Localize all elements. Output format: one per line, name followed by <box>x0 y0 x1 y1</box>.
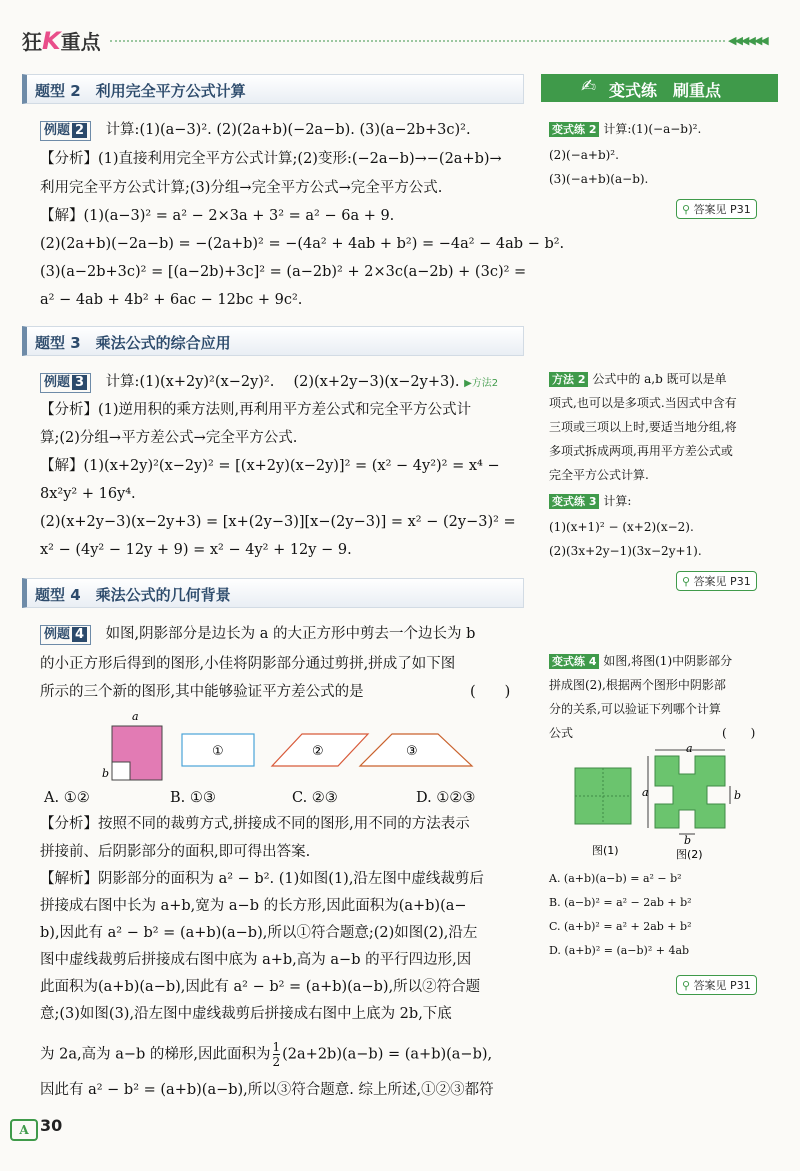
pin-icon: ⚲ <box>682 203 691 216</box>
example-2-solution-4: a² − 4ab + 4b² + 6ac − 12bc + 9c². <box>40 292 303 308</box>
variant-3-line-1: (1)(x+1)² − (x+2)(x−2). <box>549 520 694 534</box>
shape-3-label: ③ <box>406 744 418 759</box>
figure-1 <box>575 768 631 824</box>
example-badge: 例题 2 <box>40 121 91 141</box>
example-2-analysis-1: 【分析】(1)直接利用完全平方公式计算;(2)变形:(−2a−b)→−(2a+b)→ <box>40 151 502 167</box>
method-badge: 方法 2 <box>549 372 588 387</box>
label-b-right: b <box>734 789 742 802</box>
example-2-solution-2: (2)(2a+b)(−2a−b) = −(2a+b)² = −(4a² + 4ab + b²) = −4a² − 4ab − b². <box>40 236 565 252</box>
variant-4-option-c[interactable]: C. (a+b)² = a² + 2ab + b² <box>549 920 692 933</box>
cut-square <box>112 762 130 780</box>
page-badge-icon: A <box>10 1119 38 1141</box>
answer-link-1[interactable]: ⚲ 答案见 P31 <box>676 198 757 219</box>
example-2-solution-1: 【解】(1)(a−3)² = a² − 2×3a + 3² = a² − 6a + 9. <box>40 208 395 224</box>
option-d[interactable]: D. ①②③ <box>416 790 476 806</box>
example-4-analysis-2: 拼接前、后阴影部分的面积,即可得出答案. <box>40 844 311 860</box>
method-2-line-1: 方法 2 公式中的 a,b 既可以是单 <box>549 368 727 390</box>
label-b: b <box>102 767 110 780</box>
variant-4-line-3: 分的关系,可以验证下列哪个计算 <box>549 702 721 716</box>
method-2-line-2: 项式,也可以是多项式.当因式中含有 <box>549 396 737 410</box>
example-4-question-3: 所示的三个新的图形,其中能够验证平方差公式的是 <box>40 684 364 700</box>
example-4-explain-7: 为 2a,高为 a−b 的梯形,因此面积为 $\frac{1}{2}$ (2a+2b)(a−b) = (a+b)(a−b), <box>40 1040 493 1069</box>
example-4-explain-3: b),因此有 a² − b² = (a+b)(a−b),所以①符合题意;(2)如图(2),沿左 <box>40 925 478 941</box>
example-3-solution-4: x² − (4y² − 12y + 9) = x² − 4y² + 12y − 9. <box>40 542 352 558</box>
example-4-explain-2: 拼接成右图中长为 a+b,宽为 a−b 的长方形,因此面积为(a+b)(a− <box>40 898 467 914</box>
example-4-question-2: 的小正方形后得到的图形,小佳将阴影部分通过剪拼,拼成了如下图 <box>40 656 456 672</box>
variant-4-option-d[interactable]: D. (a+b)² = (a−b)² + 4ab <box>549 944 690 957</box>
variant-2-question: 变式练 2 计算:(1)(−a−b)². <box>549 118 701 140</box>
fraction-one-half: $\frac{1}{2}$ <box>272 1040 281 1069</box>
label-a-top: a <box>686 744 693 755</box>
answer-link-2[interactable]: ⚲ 答案见 P31 <box>676 570 757 591</box>
brand-logo: 狂K重点 <box>22 27 101 55</box>
pin-icon: ⚲ <box>682 979 691 992</box>
pin-icon: ⚲ <box>682 575 691 588</box>
example-3-analysis-1: 【分析】(1)逆用积的乘方法则,再利用平方差公式和完全平方公式计 <box>40 402 472 418</box>
variant-badge: 变式练 3 <box>549 494 599 509</box>
variant-4-option-b[interactable]: B. (a−b)² = a² − 2ab + b² <box>549 896 692 909</box>
answer-parentheses: ( ) <box>470 684 511 700</box>
example-4-question-1: 例题 4 如图,阴影部分是边长为 a 的大正方形中剪去一个边长为 b <box>40 622 475 646</box>
method-2-line-5: 完全平方公式计算. <box>549 468 649 482</box>
page-number: 30 <box>40 1116 63 1135</box>
example-3-solution-1: 【解】(1)(x+2y)²(x−2y)² = [(x+2y)(x−2y)]² = (x² − 4y²)² = x⁴ − <box>40 458 500 474</box>
caption-figure-1: 图(1) <box>592 844 619 857</box>
example-2-solution-3: (3)(a−2b+3c)² = [(a−2b)+3c]² = (a−2b)² + 2×3c(a−2b) + (3c)² = <box>40 264 527 280</box>
shape-2-label: ② <box>312 744 324 759</box>
variant-4-option-a[interactable]: A. (a+b)(a−b) = a² − b² <box>549 872 682 885</box>
example-4-explain-8: 因此有 a² − b² = (a+b)(a−b),所以③符合题意. 综上所述,①②③都符 <box>40 1082 494 1098</box>
label-a-left: a <box>642 786 649 799</box>
figure-2 <box>642 744 741 847</box>
label-b-bottom: b <box>684 834 692 847</box>
variant-badge: 变式练 2 <box>549 122 599 137</box>
caption-figure-2: 图(2) <box>676 848 703 861</box>
section-title-3: 题型 3 乘法公式的综合应用 <box>22 326 524 356</box>
example-2-question: 例题 2 计算:(1)(a−3)². (2)(2a+b)(−2a−b). (3)(a−2b+3c)². <box>40 118 471 142</box>
example-3-analysis-2: 算;(2)分组→平方差公式→完全平方公式. <box>40 430 298 446</box>
practice-header: ✍ 变式练 刷重点 <box>541 74 778 102</box>
variant-4-line-1: 变式练 4 如图,将图(1)中阴影部分 <box>549 650 732 672</box>
example-3-solution-3: (2)(x+2y−3)(x−2y+3) = [x+(2y−3)][x−(2y−3)] = x² − (2y−3)² = <box>40 514 516 530</box>
example-3-question: 例题 3 计算:(1)(x+2y)²(x−2y)². (2)(x+2y−3)(x−2y+3). ▶方法2 <box>40 370 498 396</box>
answer-parentheses: ( ) <box>722 726 756 740</box>
method-link[interactable]: ▶方法2 <box>464 378 499 389</box>
variant-4-line-4: 公式 <box>549 726 574 740</box>
variant-3-question: 变式练 3 计算: <box>549 490 631 512</box>
example-4-explain-6: 意;(3)如图(3),沿左图中虚线裁剪后拼接成右图中上底为 2b,下底 <box>40 1006 452 1022</box>
section-title-4: 题型 4 乘法公式的几何背景 <box>22 578 524 608</box>
example-4-figure <box>100 708 520 784</box>
example-4-analysis-1: 【分析】按照不同的裁剪方式,拼接成不同的图形,用不同的方法表示 <box>40 816 470 832</box>
variant-4-line-2: 拼成图(2),根据两个图形中阴影部 <box>549 678 726 692</box>
option-b[interactable]: B. ①③ <box>170 790 216 806</box>
example-4-explain-5: 此面积为(a+b)(a−b),因此有 a² − b² = (a+b)(a−b),所以②符合题 <box>40 979 481 995</box>
answer-link-3[interactable]: ⚲ 答案见 P31 <box>676 974 757 995</box>
header-arrows-icon: ◀◀◀◀◀◀ <box>728 34 767 47</box>
header-divider <box>110 40 725 42</box>
student-reading-icon: ✍ <box>581 76 597 97</box>
variant-2-line-2: (2)(−a+b)². <box>549 148 619 162</box>
example-badge: 例题 3 <box>40 373 91 393</box>
example-2-analysis-2: 利用完全平方公式计算;(3)分组→完全平方公式→完全平方公式. <box>40 180 443 196</box>
example-badge: 例题 4 <box>40 625 91 645</box>
option-c[interactable]: C. ②③ <box>292 790 338 806</box>
label-a: a <box>132 710 139 723</box>
method-2-line-4: 多项式拆成两项,再用平方差公式或 <box>549 444 733 458</box>
example-3-solution-2: 8x²y² + 16y⁴. <box>40 486 136 502</box>
example-4-explain-1: 【解析】阴影部分的面积为 a² − b². (1)如图(1),沿左图中虚线裁剪后 <box>40 871 484 887</box>
variant-3-line-2: (2)(3x+2y−1)(3x−2y+1). <box>549 544 702 558</box>
variant-2-line-3: (3)(−a+b)(a−b). <box>549 172 649 186</box>
variant-4-figure <box>560 744 780 864</box>
example-4-explain-4: 图中虚线裁剪后拼接成右图中底为 a+b,高为 a−b 的平行四边形,因 <box>40 952 472 968</box>
option-a[interactable]: A. ①② <box>44 790 90 806</box>
method-2-line-3: 三项或三项以上时,要适当地分组,将 <box>549 420 737 434</box>
variant-badge: 变式练 4 <box>549 654 599 669</box>
shape-1-label: ① <box>212 744 224 759</box>
section-title-2: 题型 2 利用完全平方公式计算 <box>22 74 524 104</box>
